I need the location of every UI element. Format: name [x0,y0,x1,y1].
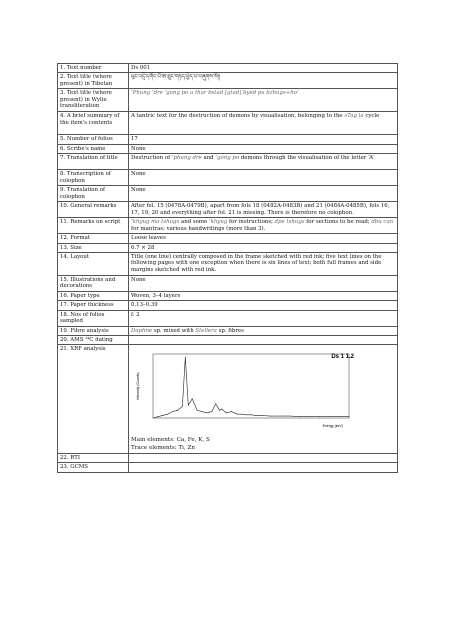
spectrum-point [290,416,291,417]
row-value: After fol. 15 (0478A-0479B), apart from fols 18 (0482A-0483B) and 21 (0484A-0485B), fols 16, 17, 19, 20 and everything after fol. 21 is missing. There is therefore no colophon. [129,202,398,218]
table-row [58,218,398,234]
spectrum-point [221,409,222,410]
italic-term: sTag la [344,113,364,120]
row-label: 8. Transcription of colophon [58,170,129,186]
italic-term: dpe tshugs [274,219,305,226]
italic-term: Daphne [131,327,153,334]
row-value [129,326,398,335]
spectrum-point [177,410,178,411]
spectrum-point [339,417,340,418]
spectrum-point [182,407,183,408]
row-value: 6.7 × 28 [129,243,398,252]
row-value: Ds 001 [129,64,398,73]
table-row [58,292,398,301]
italic-term: ’gong po [215,155,240,162]
text-segment: Destruction of [131,155,171,162]
spectrum-point [192,399,193,400]
table-row [58,154,398,170]
x-axis-label: Energy (keV) [322,424,343,429]
table-row [58,253,398,276]
row-value [129,453,398,462]
row-label: 18. Nos of folios sampled [58,310,129,326]
table-row [58,276,398,292]
table-row [58,234,398,243]
sample-label: Ds 1 1.2 [331,354,354,361]
spectrum-point [260,415,261,416]
table-row [58,453,398,462]
text-segment: and some [181,219,208,226]
table-row [58,326,398,335]
italic-term: ’khyug ma tshugs [131,219,180,226]
spectrum-point [172,412,173,413]
row-label: 19. Fibre analysis [58,326,129,335]
row-label: 14. Layout [58,253,129,276]
y-axis-label: Intensity (Counts) [136,372,140,401]
spectrum-point [256,415,257,416]
table-row [58,301,398,310]
row-label: 20. AMS ¹⁴C dating [58,336,129,345]
row-value: Woven, 3–4 layers [129,292,398,301]
table-row [58,64,398,73]
text-segment: for instructions; [229,219,273,226]
row-label: 23. GCMS [58,463,129,472]
table-row [58,112,398,135]
row-value: ཕུང་འདྲེ་དགོང་པོ་ཨ་ཐུང་གཏད་ཕྱེད་པ་བཞུགས་སོ།། [129,73,398,89]
row-label: 12. Format [58,234,129,243]
spectrum-point [280,416,281,417]
row-label: 1. Text number [58,64,129,73]
italic-term: dbu can [371,219,394,226]
row-value: None [129,276,398,292]
spectrum-point [241,414,242,415]
spectrum-point [153,418,154,419]
text-segment: sp. mixed with [153,327,194,334]
spectrum-point [197,410,198,411]
table-row [58,202,398,218]
row-value [129,463,398,472]
spectrum-point [215,404,216,405]
spectrum-point [349,417,350,418]
table-row [58,336,398,345]
spectrum-point [319,417,320,418]
table-row [58,135,398,144]
spectrum-point [246,415,247,416]
row-value: 17 [129,135,398,144]
row-value: Title (one line) centrally composed in the frame sketched with red ink; five text lines on the following pages with one exception when there is six lines of text; both full frames and side margins sketched with red ink. [129,253,398,276]
spectrum-point [167,414,168,415]
text-segment: demons through the visualisation of the letter ‘A’ [240,155,374,162]
row-label: 4. A brief summary of the item's contents [58,112,129,135]
main-elements: Main elements: Ca, Fe, K, S [131,436,210,443]
row-label: 17. Paper thickness [58,301,129,310]
row-label: 6. Scribe's name [58,144,129,153]
spectrum-point [300,417,301,418]
italic-term: Stellera [195,327,217,334]
spectrum-point [309,417,310,418]
row-value: Loose leaves [129,234,398,243]
spectrum-point [251,415,252,416]
row-label: 5. Number of folios [58,135,129,144]
row-value [129,345,398,453]
catalogue-table [57,63,398,473]
row-value: None [129,186,398,202]
spectrum-point [226,413,227,414]
row-value: None [129,144,398,153]
row-label: 22. RTI [58,453,129,462]
row-label: 16. Paper type [58,292,129,301]
xrf-chart [131,348,395,434]
row-value: None [129,170,398,186]
row-label: 9. Translation of colophon [58,186,129,202]
row-value [129,336,398,345]
row-label: 10. General remarks [58,202,129,218]
spectrum-point [211,412,212,413]
row-label: 15. Illustrations and decorations [58,276,129,292]
row-value [129,154,398,170]
row-label: 11. Remarks on script [58,218,129,234]
row-label: 3. Text title (where present) in Wylie transliteration [58,89,129,112]
row-value [129,112,398,135]
text-segment: A tantric text for the destruction of demons by visualisation, belonging to the [131,113,343,120]
table-row [58,186,398,202]
spectrum-point [219,410,220,411]
table-row [58,170,398,186]
spectrum-point [329,417,330,418]
table-row [58,345,398,453]
row-value [129,218,398,234]
spectrum-point [231,412,232,413]
trace-elements: Trace elements: Ti, Zn [131,444,195,451]
spectrum-point [188,405,189,406]
table-row [58,89,398,112]
plot-frame [153,354,349,418]
spectrum-point [207,413,208,414]
row-value: 0.13–0.39 [129,301,398,310]
text-segment: for sections to be read; [306,219,370,226]
spectrum-point [237,414,238,415]
row-label: 7. Translation of title [58,154,129,170]
row-value: f. 2 [129,310,398,326]
italic-term: ’khyug [208,219,228,226]
row-label: 13. Size [58,243,129,252]
row-label: 21. XRF analysis [58,345,129,453]
text-segment: sp. fibres [218,327,244,334]
table-row [58,73,398,89]
text-segment: for mantras; various handwritings (more than 3). [131,225,266,232]
spectrum-point [185,357,186,358]
spectrum-point [270,416,271,417]
text-segment: and [203,155,214,162]
spectrum-point [162,415,163,416]
table-row [58,144,398,153]
spectrum-point [202,412,203,413]
table-row [58,243,398,252]
table-row [58,310,398,326]
spectrum-point [158,417,159,418]
italic-term: ’phung dre [171,155,202,162]
text-segment: cycle [365,113,380,120]
row-label: 2. Text title (where present) in Tibetan [58,73,129,89]
table-row [58,463,398,472]
row-value: ’Phung ’dre ’gong po a thar bstad [gtad] byed pa bzhugs+ho’ [129,89,398,112]
